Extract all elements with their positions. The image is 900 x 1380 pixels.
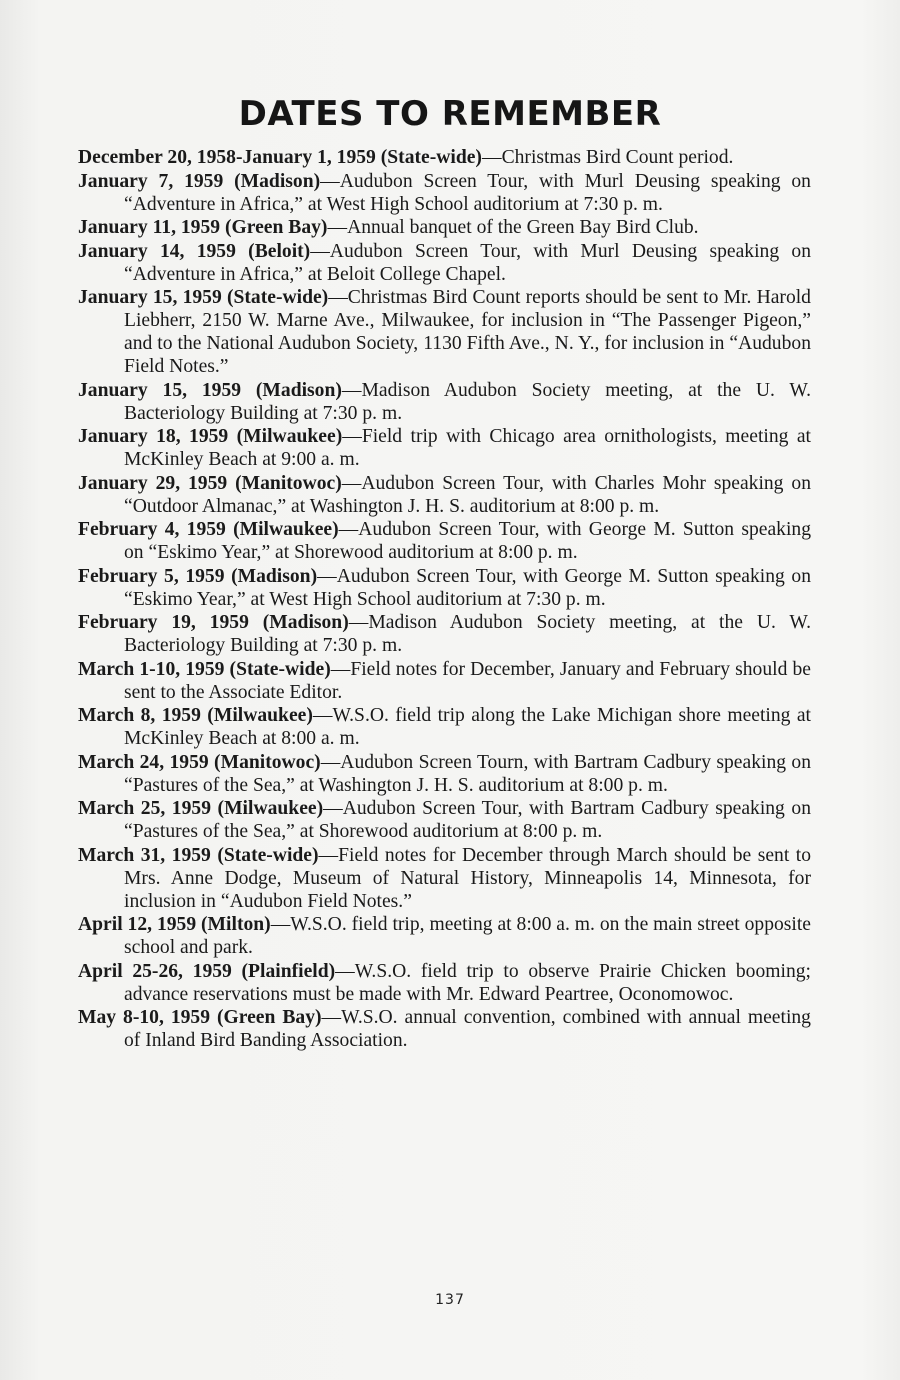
entry-date: January 11, 1959 (Green Bay)	[78, 217, 328, 238]
entry-date: January 15, 1959 (Madison)	[78, 379, 342, 401]
date-entry	[78, 844, 811, 913]
entry-date: January 18, 1959 (Milwaukee)	[78, 426, 343, 447]
entry-text: —Madison Audubon Society meeting, at the U. W. Bacteriology Building at 7:30 p. m.	[124, 612, 811, 656]
entry-date: January 14, 1959 (Beloit)	[78, 240, 311, 262]
date-entry	[78, 286, 811, 378]
entry-text: —Christmas Bird Count reports should be sent to Mr. Harold Liebherr, 2150 W. Marne Ave., Milwaukee, for inclusion in “The Passenger Pigeon,” and to the National Audubon Society, 1130 Fifth Ave., N. Y., for inclusion in “Audubon Field Notes.”	[124, 287, 811, 377]
entry-date: March 8, 1959 (Milwaukee)	[78, 705, 313, 726]
entry-date: January 7, 1959 (Madison)	[78, 170, 321, 192]
entry-text: —Christmas Bird Count period.	[481, 147, 734, 168]
date-entry	[78, 472, 811, 518]
entry-text: —W.S.O. annual convention, combined with annual meeting of Inland Bird Banding Association.	[124, 1007, 811, 1051]
page-number: 137	[435, 1292, 465, 1308]
entry-text: —Field trip with Chicago area ornithologists, meeting at McKinley Beach at 9:00 a. m.	[124, 426, 811, 470]
entry-date: April 12, 1959 (Milton)	[78, 914, 271, 935]
date-entry	[78, 379, 811, 425]
date-entry	[78, 425, 811, 471]
dates-list	[78, 146, 811, 1052]
date-entry	[78, 797, 811, 843]
entry-text: —W.S.O. field trip along the Lake Michigan shore meeting at McKinley Beach at 8:00 a. m.	[124, 705, 811, 749]
entry-text: —Audubon Screen Tour, with Bartram Cadbury speaking on “Pastures of the Sea,” at Shorewood auditorium at 8:00 p. m.	[124, 798, 811, 842]
entry-date: February 19, 1959 (Madison)	[78, 612, 349, 633]
date-entry	[78, 960, 811, 1006]
date-entry	[78, 751, 811, 797]
entry-date: March 31, 1959 (State-wide)	[78, 844, 319, 866]
entry-date: January 15, 1959 (State-wide)	[78, 287, 329, 308]
entry-text: —Audubon Screen Tour, with Charles Mohr speaking on “Outdoor Almanac,” at Washington J. H. S. auditorium at 8:00 p. m.	[124, 472, 811, 517]
entry-text: —Audubon Screen Tourn, with Bartram Cadbury speaking on “Pastures of the Sea,” at Washington J. H. S. auditorium at 8:00 p. m.	[124, 751, 812, 796]
entry-date: December 20, 1958-January 1, 1959 (State-wide)	[78, 147, 482, 168]
date-entry	[78, 704, 811, 750]
date-entry	[78, 658, 811, 704]
entry-date: March 25, 1959 (Milwaukee)	[78, 798, 324, 819]
entry-date: March 24, 1959 (Manitowoc)	[78, 751, 321, 773]
entry-date: January 29, 1959 (Manitowoc)	[78, 472, 342, 494]
entry-date: April 25-26, 1959 (Plainfield)	[78, 960, 336, 982]
entry-text: —Field notes for December through March should be sent to Mrs. Anne Dodge, Museum of Natural History, Minneapolis 14, Minnesota, for inclusion in “Audubon Field Notes.”	[124, 844, 811, 912]
entry-date: February 4, 1959 (Milwaukee)	[78, 519, 339, 540]
entry-date: March 1-10, 1959 (State-wide)	[78, 658, 331, 680]
date-entry	[78, 913, 811, 959]
entry-text: —W.S.O. field trip, meeting at 8:00 a. m. on the main street opposite school and park.	[124, 914, 811, 958]
entry-text: —Field notes for December, January and February should be sent to the Associate Editor.	[124, 658, 811, 703]
entry-text: —Audubon Screen Tour, with Murl Deusing speaking on “Adventure in Africa,” at Beloit College Chapel.	[124, 240, 811, 285]
date-entry	[78, 1006, 811, 1052]
entry-date: February 5, 1959 (Madison)	[78, 565, 318, 587]
date-entry	[78, 216, 811, 239]
date-entry	[78, 565, 811, 611]
entry-text: —Audubon Screen Tour, with George M. Sutton speaking on “Eskimo Year,” at West High School auditorium at 7:30 p. m.	[124, 565, 811, 610]
entry-text: —Madison Audubon Society meeting, at the U. W. Bacteriology Building at 7:30 p. m.	[124, 379, 811, 424]
entry-text: —Annual banquet of the Green Bay Bird Club.	[327, 217, 699, 238]
entry-text: —Audubon Screen Tour, with George M. Sutton speaking on “Eskimo Year,” at Shorewood auditorium at 8:00 p. m.	[124, 519, 812, 563]
date-entry	[78, 146, 811, 169]
page-title: DATES TO REMEMBER	[238, 94, 662, 134]
entry-text: —Audubon Screen Tour, with Murl Deusing speaking on “Adventure in Africa,” at West High School auditorium at 7:30 p. m.	[124, 170, 811, 215]
date-entry	[78, 240, 811, 286]
entry-date: May 8-10, 1959 (Green Bay)	[78, 1007, 322, 1028]
date-entry	[78, 518, 811, 564]
entry-text: —W.S.O. field trip to observe Prairie Chicken booming; advance reservations must be made with Mr. Edward Peartree, Oconomowoc.	[124, 960, 811, 1005]
date-entry	[78, 170, 811, 216]
date-entry	[78, 611, 811, 657]
